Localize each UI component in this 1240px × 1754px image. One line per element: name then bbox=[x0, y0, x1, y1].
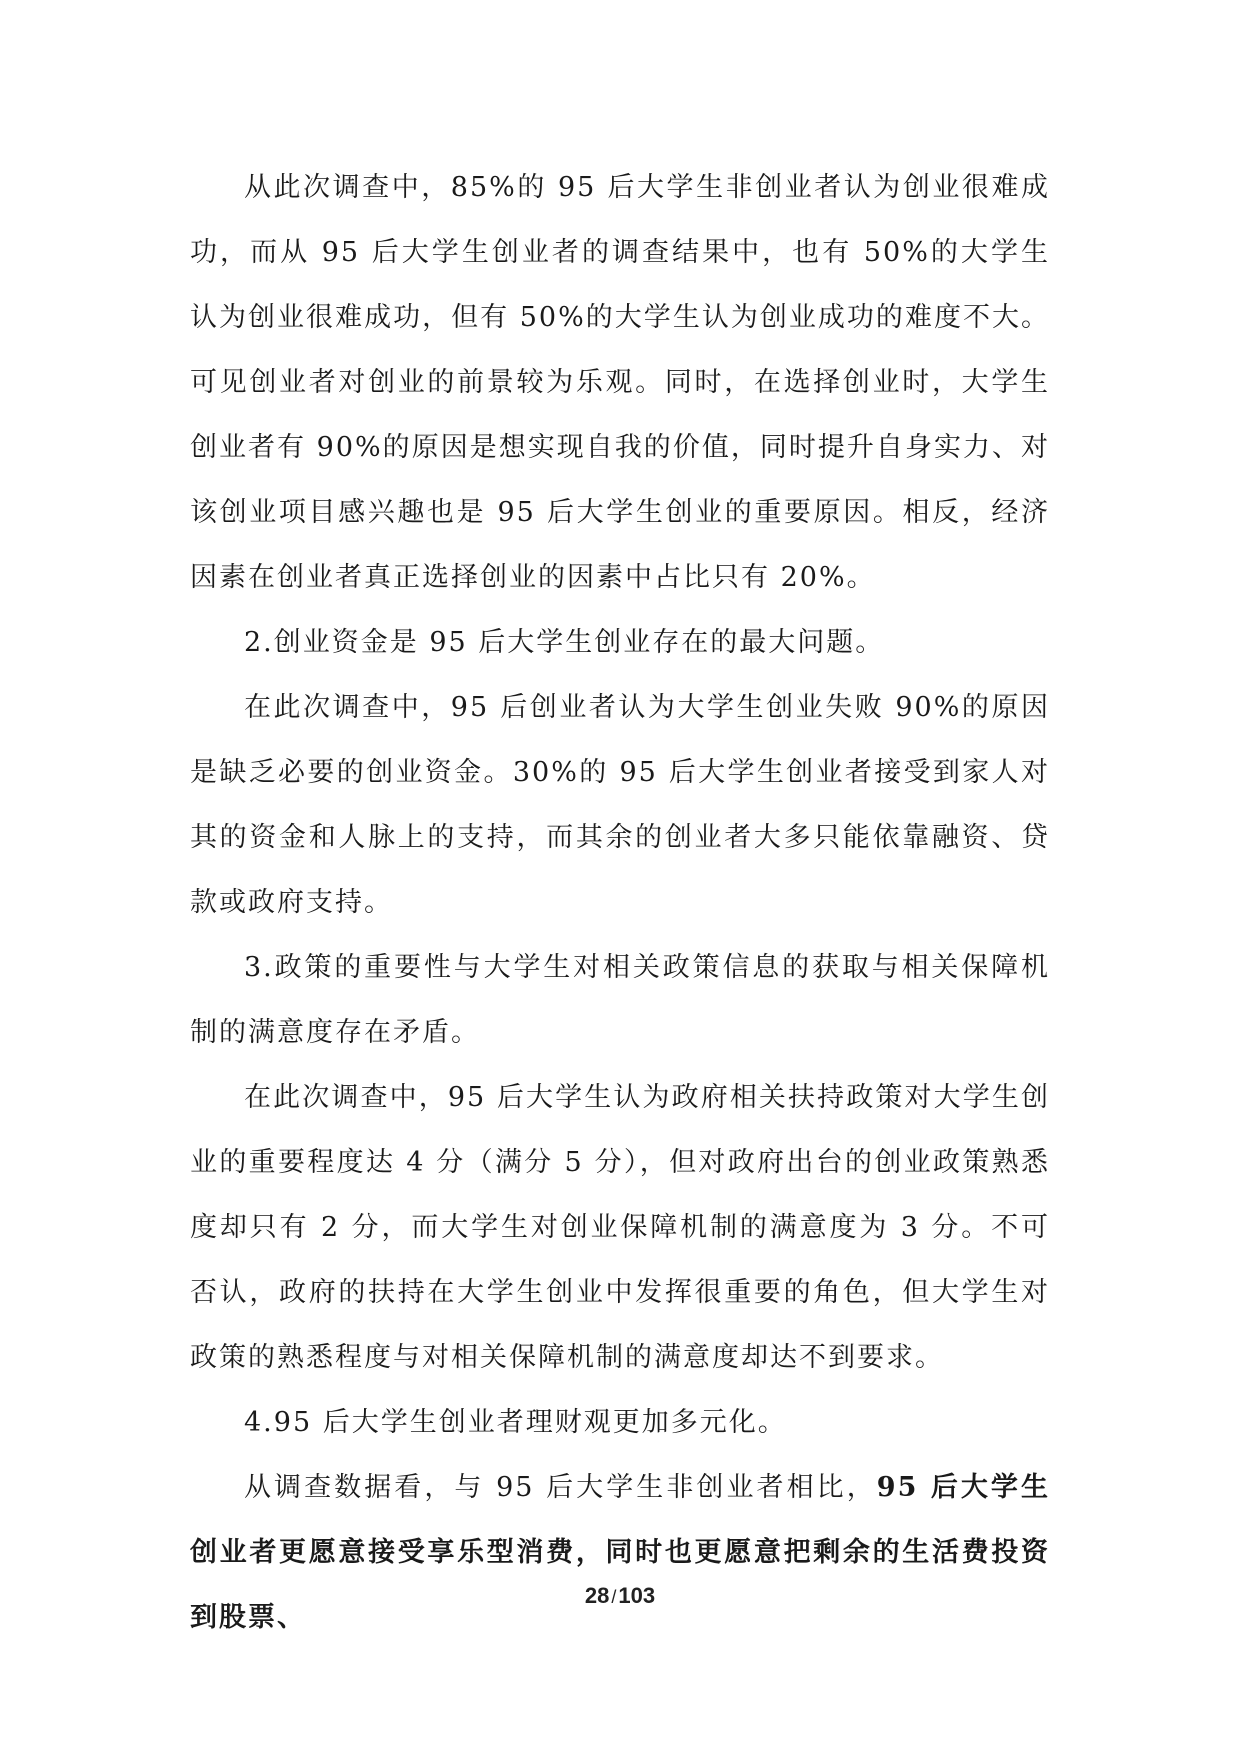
page-body bbox=[190, 155, 1050, 1650]
paragraph-4 bbox=[190, 1455, 1050, 1650]
page-number bbox=[0, 1583, 1240, 1609]
section-heading-3: 3.政策的重要性与大学生对相关政策信息的获取与相关保障机制的满意度存在矛盾。 bbox=[190, 952, 1050, 1048]
paragraph-4-normal-text: 从调查数据看，与 95 后大学生非创业者相比， bbox=[244, 1472, 877, 1503]
section-heading-4: 4.95 后大学生创业者理财观更加多元化。 bbox=[244, 1407, 787, 1438]
page-number-current: 28 bbox=[584, 1583, 610, 1608]
page-number-separator: / bbox=[611, 1587, 617, 1607]
page-number-total: 103 bbox=[618, 1583, 656, 1608]
paragraph-4-bold-text: 95 后大学生创业者更愿意接受享乐型消费，同时也更愿意把剩余的生活费投资到股票、 bbox=[190, 1472, 1050, 1633]
paragraph-2: 在此次调查中，95 后创业者认为大学生创业失败 90%的原因是缺乏必要的创业资金。30%的 95 后大学生创业者接受到家人对其的资金和人脉上的支持，而其余的创业者大多只能依靠融资、贷款或政府支持。 bbox=[190, 692, 1050, 918]
paragraph-1: 从此次调查中，85%的 95 后大学生非创业者认为创业很难成功，而从 95 后大学生创业者的调查结果中，也有 50%的大学生认为创业很难成功，但有 50%的大学生认为创业成功的难度不大。可见创业者对创业的前景较为乐观。同时，在选择创业时，大学生创业者有 90%的原因是想实现自我的价值，同时提升自身实力、对该创业项目感兴趣也是 95 后大学生创业的重要原因。相反，经济因素在创业者真正选择创业的因素中占比只有 20%。 bbox=[190, 172, 1050, 593]
section-heading-2: 2.创业资金是 95 后大学生创业存在的最大问题。 bbox=[244, 627, 885, 658]
paragraph-3: 在此次调查中，95 后大学生认为政府相关扶持政策对大学生创业的重要程度达 4 分（满分 5 分），但对政府出台的创业政策熟悉度却只有 2 分，而大学生对创业保障机制的满意度为 3 分。不可否认，政府的扶持在大学生创业中发挥很重要的角色，但大学生对政策的熟悉程度与对相关保障机制的满意度却达不到要求。 bbox=[190, 1082, 1050, 1373]
